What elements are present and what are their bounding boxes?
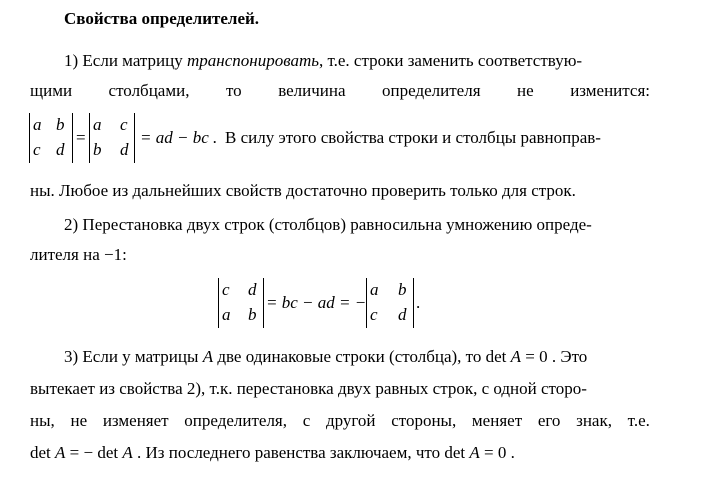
word: щими [30,81,73,100]
word: величина [278,81,346,100]
det-cell: b [248,305,257,324]
determinant-original-2 [366,278,414,328]
word: меняет [471,411,523,430]
p1-line1 [64,50,651,72]
word: определителя, [184,411,288,430]
matrix-symbol: A [469,443,480,462]
word: другой [325,411,376,430]
word: определителя [382,81,481,100]
equals-sign: = [76,128,86,147]
det-cell: c [222,280,230,299]
word: столбцами, [108,81,190,100]
p2-line2: лителя на −1: [30,245,127,264]
matrix-symbol: A [202,347,214,366]
det-cell: a [370,280,379,299]
word: то [225,81,242,100]
p3-line2: вытекает из свойства 2), т.к. перестановка двух равных строк, с одной сторо- [30,379,587,398]
p1-line1-italic: транспонировать [187,51,319,70]
det-cell: c [370,305,378,324]
determinant-transposed [89,113,135,163]
det-cell: d [120,140,129,159]
det-cell: c [120,115,128,134]
matrix-symbol: A [55,443,66,462]
p3-text: det [30,443,56,462]
p2-line1: 2) Перестановка двух строк (столбцов) равносильна умножению опреде- [64,215,592,234]
period: . [416,293,421,312]
word: знак, [576,411,612,430]
p3-line1 [64,346,684,368]
p3-text: . Из последнего равенства заключаем, что det [132,443,470,462]
expansion-expression: = ad − bc . [140,128,218,147]
det-cell: b [93,140,102,159]
p3-text: 3) Если у матрицы [64,347,203,366]
det-cell: d [398,305,407,324]
word: ны, [30,411,55,430]
p3-text: = 0 . [479,443,515,462]
p1-line1-text-a: 1) Если матрицу [64,51,188,70]
p1-line1-text-b: , т.е. строки заменить соответствую- [318,51,583,70]
det-cell: d [248,280,257,299]
word: изменится: [570,81,650,100]
det-cell: a [222,305,231,324]
word: стороны, [391,411,457,430]
p1-line3-text: В силу этого свойства строки и столбцы равноправ- [225,128,601,147]
p3-line4 [30,442,650,464]
matrix-symbol: A [122,443,133,462]
det-cell: d [56,140,65,159]
p2-expression: = bc − ad = − [266,293,367,312]
det-cell: b [56,115,65,134]
word: не [517,81,534,100]
word: т.е. [627,411,650,430]
det-cell: b [398,280,407,299]
determinant-original [29,113,73,163]
p1-line4: ны. Любое из дальнейших свойств достаточно проверить только для строк. [30,181,576,200]
word: не [70,411,88,430]
p3-text: = 0 . Это [521,347,588,366]
word: с [302,411,311,430]
p3-text: две одинаковые строки (столбца), то det [213,347,511,366]
determinant-swapped-rows [218,278,264,328]
section-title: Свойства определителей. [64,9,260,28]
p1-line2 [30,80,650,102]
det-cell: a [33,115,42,134]
det-cell: c [33,140,41,159]
p3-text: = − det [65,443,123,462]
word: изменяет [102,411,169,430]
det-cell: a [93,115,102,134]
word: его [537,411,561,430]
p3-line3 [30,410,650,432]
matrix-symbol: A [510,347,522,366]
